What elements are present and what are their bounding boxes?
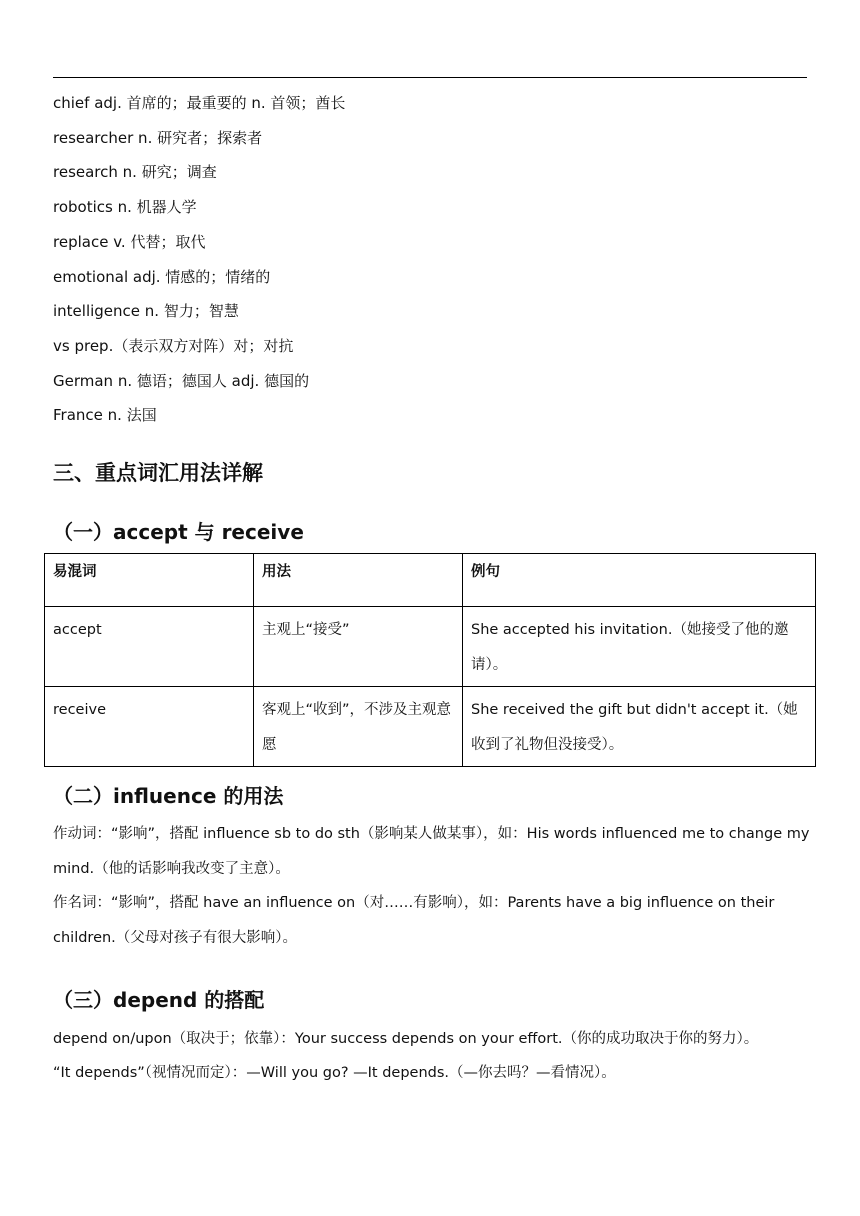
vocab-item: vs prep.（表示双方对阵）对；对抗 xyxy=(53,336,294,355)
table-header-cell: 易混词 xyxy=(45,554,254,607)
vocab-item: intelligence n. 智力；智慧 xyxy=(53,302,239,321)
vocab-item: replace v. 代替；取代 xyxy=(53,232,206,251)
table-row xyxy=(45,607,816,687)
subsection-title-influence: （二）influence 的用法 xyxy=(53,784,284,808)
vocab-item: researcher n. 研究者；探索者 xyxy=(53,128,263,147)
table-cell: 主观上“接受” xyxy=(254,607,463,687)
paragraph: 作名词：“影响”，搭配 have an influence on（对……有影响），如：Parents have a big influence on their children.（父母对孩子有很大影响）。 xyxy=(53,895,775,946)
table-cell: She accepted his invitation.（她接受了他的邀请）。 xyxy=(463,607,816,687)
table-row xyxy=(45,687,816,767)
paragraph: depend on/upon（取决于；依靠）：Your success depends on your effort.（你的成功取决于你的努力）。 xyxy=(53,1031,759,1047)
vocab-item: robotics n. 机器人学 xyxy=(53,198,197,217)
vocab-item: emotional adj. 情感的；情绪的 xyxy=(53,267,271,286)
section-title: 三、重点词汇用法详解 xyxy=(53,461,263,485)
table-header-row xyxy=(45,554,816,607)
table-header-cell: 例句 xyxy=(463,554,816,607)
vocab-item: research n. 研究；调查 xyxy=(53,163,217,182)
table-header-cell: 用法 xyxy=(254,554,463,607)
vocab-item: chief adj. 首席的；最重要的 n. 首领；酋长 xyxy=(53,94,346,112)
paragraph: “It depends”（视情况而定）：—Will you go? —It depends.（—你去吗？—看情况）。 xyxy=(53,1065,616,1081)
header-rule xyxy=(53,77,807,78)
table-cell: She received the gift but didn't accept it.（她收到了礼物但没接受）。 xyxy=(463,687,816,767)
vocab-item: German n. 德语；德国人 adj. 德国的 xyxy=(53,371,310,390)
subsection-title-depend: （三）depend 的搭配 xyxy=(53,988,265,1012)
comparison-table xyxy=(44,553,816,767)
paragraph: 作动词：“影响”，搭配 influence sb to do sth（影响某人做某事），如：His words influenced me to change my mind.（他的话影响我改变了主意）。 xyxy=(53,826,810,877)
table-cell: 客观上“收到”，不涉及主观意愿 xyxy=(254,687,463,767)
table-cell: receive xyxy=(45,687,254,767)
subsection-title-accept-receive: （一）accept 与 receive xyxy=(53,520,304,544)
table-cell: accept xyxy=(45,607,254,687)
vocab-item: France n. 法国 xyxy=(53,406,157,425)
vocab-list xyxy=(53,86,345,433)
